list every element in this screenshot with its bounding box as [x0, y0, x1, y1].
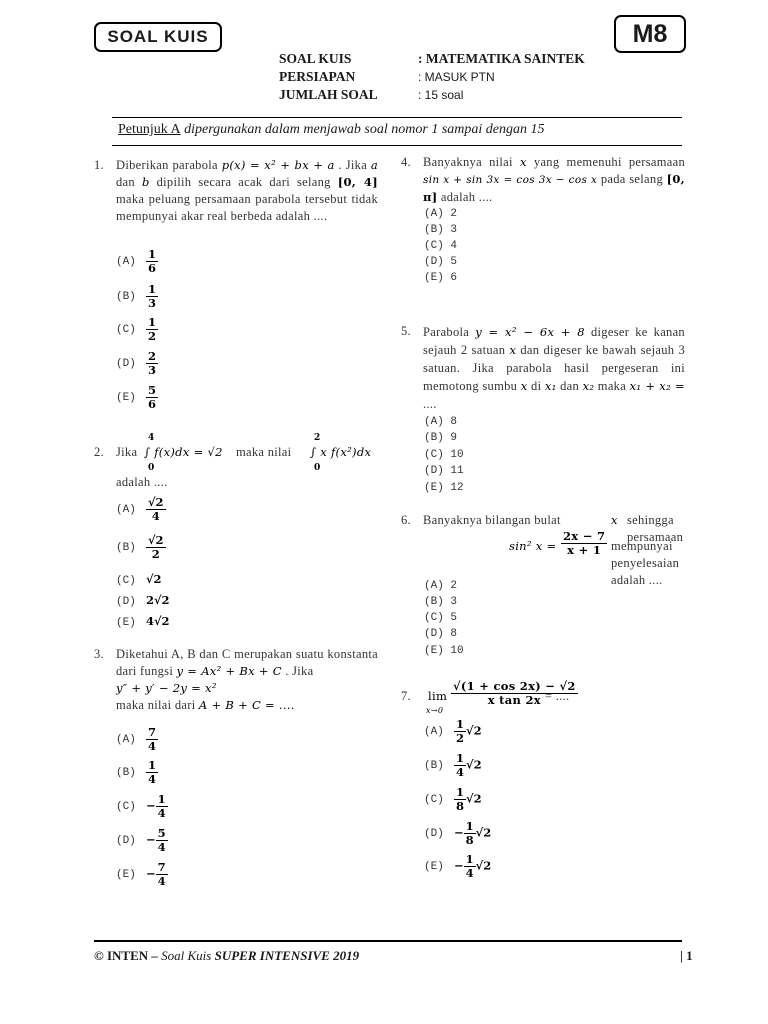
question-number: 3. — [94, 647, 104, 661]
option-6a[interactable]: (A) 2 — [424, 580, 458, 592]
option-1a[interactable]: (A) $\frac{1}{6}$ — [116, 247, 157, 275]
option-7e[interactable]: (E) − $\frac{1}{4}$ √2 — [424, 852, 492, 880]
option-3b[interactable]: (B) $\frac{1}{4}$ — [116, 758, 157, 786]
question-text: Diketahui A, B dan C merupakan suatu konstanta dari fungsi y = Ax² + Bx + C . Jika y″ + y′ − 2y = x² maka nilai dari A + B + C = .... — [116, 647, 378, 712]
question-6: 6. Banyaknya bilangan bulat x sehingga persamaan sin² x = $\frac{2x - 7}{x + 1}$ mempunyai penyelesaian adalah .... — [401, 513, 684, 587]
badge-code — [614, 15, 686, 53]
fraction: $\frac{2x - 7}{x + 1}$ — [563, 529, 606, 557]
option-2b[interactable]: (B) $\frac{√2}{2}$ — [116, 533, 164, 561]
header-label: SOAL KUIS — [279, 51, 352, 66]
question-text: Diberikan parabola p(x) = x² + bx + a . Jika a dan b dipilih secara acak dari selang [0, 4] maka peluang persamaan parabola tersebut tidak mempunyai akar real berbeda adalah .... — [116, 158, 378, 223]
option-2d[interactable]: (D) 2√2 — [116, 593, 170, 608]
option-1e[interactable]: (E) $\frac{5}{6}$ — [116, 383, 157, 411]
question-text: Banyaknya nilai x yang memenuhi persamaan sin x + sin 3x = cos 3x − cos x pada selang [0, π] adalah .... — [423, 155, 685, 204]
header-value: : MASUK PTN — [418, 70, 495, 84]
footer-brand: © INTEN – — [94, 948, 162, 963]
header-label: PERSIAPAN — [279, 69, 356, 84]
integral-1: ∫ f(x)dx = √2 — [144, 445, 223, 459]
option-4b[interactable]: (B) 3 — [424, 224, 458, 236]
footer-doc: Soal Kuis — [161, 948, 212, 963]
option-6c[interactable]: (C) 5 — [424, 612, 458, 624]
option-4d[interactable]: (D) 5 — [424, 256, 458, 268]
footer-rule — [94, 940, 682, 942]
option-3e[interactable]: (E) − $\frac{7}{4}$ — [116, 860, 166, 888]
instruction-rule — [112, 145, 682, 146]
option-7a[interactable]: (A) $\frac{1}{2}$ √2 — [424, 717, 482, 745]
header-rule — [112, 117, 682, 118]
option-7c[interactable]: (C) $\frac{1}{8}$ √2 — [424, 785, 482, 813]
option-1d[interactable]: (D) $\frac{2}{3}$ — [116, 349, 157, 377]
option-6b[interactable]: (B) 3 — [424, 596, 458, 608]
question-number: 6. — [401, 513, 411, 527]
question-number: 2. — [94, 445, 104, 459]
footer-program: SUPER INTENSIVE 2019 — [211, 948, 360, 963]
option-6e[interactable]: (E) 10 — [424, 645, 464, 657]
fraction: $\frac{√(1 + \cos 2x) - √2}{\text{x tan 2x}}$ — [453, 679, 576, 707]
badge-text: SOAL KUIS — [107, 27, 209, 46]
question-text: Parabola y = x² − 6x + 8 digeser ke kanan sejauh 2 satuan x dan digeser ke bawah sejauh 3 satuan. Jika parabola hasil pergeseran ini memotong sumbu x di x₁ dan x₂ maka x₁ + x₂ = .... — [423, 325, 685, 411]
question-number: 1. — [94, 158, 104, 172]
option-4c[interactable]: (C) 4 — [424, 240, 458, 252]
header-value: : 15 soal — [418, 88, 464, 102]
instruction-text: dipergunakan dalam menjawab soal nomor 1 sampai dengan 15 — [180, 122, 545, 137]
instruction — [118, 122, 544, 138]
limit: lim — [428, 689, 448, 703]
question-7: 7. lim x→0 $\frac{√(1 + \cos 2x) - √2}{\text{x tan 2x}}$ = .... — [401, 679, 576, 715]
question-2: 2. Jika 4 ∫ f(x)dx = √2 0 maka nilai 2 ∫ x f(x²)dx 0 adalah .... — [94, 433, 372, 489]
option-5a[interactable]: (A) 8 — [424, 416, 458, 428]
integral-2: ∫ x f(x²)dx — [310, 445, 372, 459]
math: p(x) = x² + bx + a — [221, 158, 335, 172]
footer-text — [94, 948, 359, 964]
option-7d[interactable]: (D) − $\frac{1}{8}$ √2 — [424, 819, 492, 847]
option-4e[interactable]: (E) 6 — [424, 272, 458, 284]
badge-soal-kuis — [94, 22, 222, 52]
option-6d[interactable]: (D) 8 — [424, 628, 458, 640]
option-5c[interactable]: (C) 10 — [424, 449, 464, 461]
option-4a[interactable]: (A) 2 — [424, 208, 458, 220]
instruction-lead: Petunjuk A — [118, 122, 181, 137]
option-5d[interactable]: (D) 11 — [424, 465, 464, 477]
option-5b[interactable]: (B) 9 — [424, 432, 458, 444]
option-2c[interactable]: (C) √2 — [116, 572, 162, 587]
option-3a[interactable]: (A) $\frac{7}{4}$ — [116, 725, 157, 753]
option-3c[interactable]: (C) − $\frac{1}{4}$ — [116, 792, 166, 820]
badge-code-text: M8 — [632, 19, 668, 48]
option-1b[interactable]: (B) $\frac{1}{3}$ — [116, 282, 157, 310]
question-number: 7. — [401, 689, 411, 703]
header-value: : MATEMATIKA SAINTEK — [418, 51, 585, 66]
option-3d[interactable]: (D) − $\frac{5}{4}$ — [116, 826, 166, 854]
option-1c[interactable]: (C) $\frac{1}{2}$ — [116, 315, 157, 343]
option-5e[interactable]: (E) 12 — [424, 482, 464, 494]
page-number: | 1 — [680, 948, 693, 963]
question-number: 4. — [401, 155, 411, 169]
header-label: JUMLAH SOAL — [279, 87, 378, 102]
option-7b[interactable]: (B) $\frac{1}{4}$ √2 — [424, 751, 482, 779]
math: sin² x = — [509, 539, 557, 553]
option-2a[interactable]: (A) $\frac{√2}{4}$ — [116, 495, 164, 523]
question-number: 5. — [401, 324, 411, 338]
option-2e[interactable]: (E) 4√2 — [116, 614, 170, 629]
